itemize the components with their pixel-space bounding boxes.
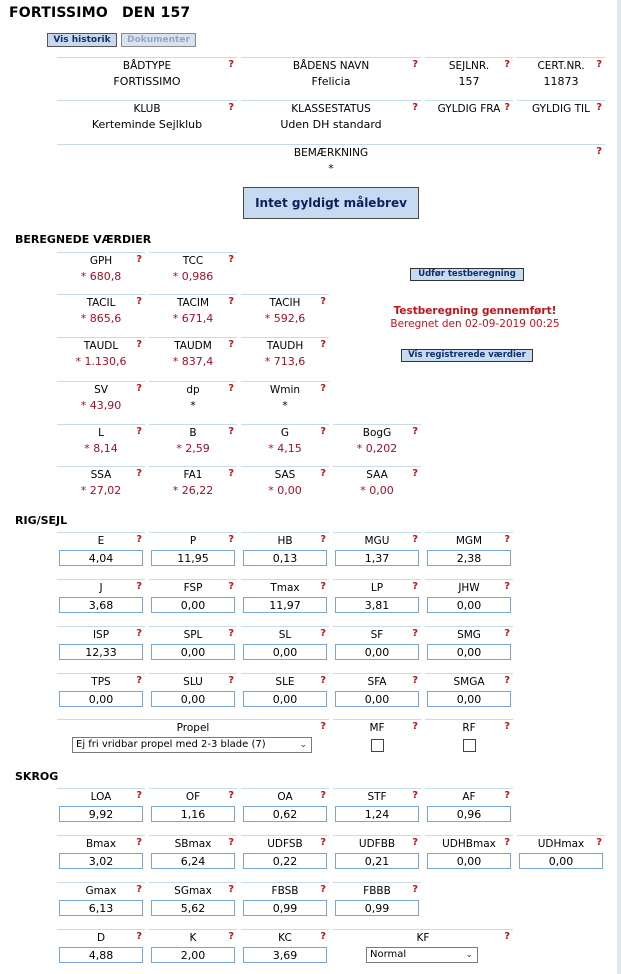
calc-gph-value: * 680,8 (80, 270, 122, 283)
rig-sf: SF ? 0,00 (333, 626, 421, 662)
info-boattype: BÅDTYPE ? FORTISSIMO (57, 57, 237, 93)
help-icon[interactable]: ? (320, 721, 326, 732)
hull-af: AF ? 0,96 (425, 788, 513, 824)
hull-fbsb: FBSB ? 0,99 (241, 882, 329, 918)
help-icon[interactable]: ? (596, 146, 602, 157)
rig-tmax-input[interactable] (243, 597, 327, 613)
rig-fsp: FSP ? 0,00 (149, 579, 237, 615)
hull-gmax-input[interactable] (59, 900, 143, 916)
hull-stf: STF ? 1,24 (333, 788, 421, 824)
help-icon[interactable]: ? (412, 59, 418, 70)
hull-fbbb: FBBB ? 0,99 (333, 882, 421, 918)
rig-sle-input[interactable] (243, 691, 327, 707)
calc-wmin-value: * (282, 399, 288, 412)
rig-spl: SPL ? 0,00 (149, 626, 237, 662)
rig-slu-input[interactable] (151, 691, 235, 707)
hull-kc-input[interactable] (243, 947, 327, 963)
calc-tacil: TACIL ? * 865,6 (57, 294, 145, 330)
rig-j-input[interactable] (59, 597, 143, 613)
sail-number: DEN 157 (121, 5, 191, 21)
rf-field: RF ? (425, 719, 513, 759)
hull-udfsb: UDFSB ? 0,22 (241, 835, 329, 871)
rig-e: E ? 4,04 (57, 532, 145, 568)
rig-isp: ISP ? 12,33 (57, 626, 145, 662)
help-icon[interactable]: ? (412, 837, 418, 848)
info-club: KLUB ? Kerteminde Sejlklub (57, 100, 237, 136)
help-icon[interactable]: ? (320, 884, 326, 895)
calc-taudh: TAUDH ? * 713,6 (241, 337, 329, 373)
calc-ssa-value: * 27,02 (80, 484, 122, 497)
calc-sv-value: * 43,90 (80, 399, 122, 412)
rig-hb-input[interactable] (243, 550, 327, 566)
help-icon[interactable]: ? (228, 468, 234, 479)
help-icon[interactable]: ? (136, 468, 142, 479)
rig-hb: HB ? 0,13 (241, 532, 329, 568)
calc-tacim: TACIM ? * 671,4 (149, 294, 237, 330)
calc-wmin: Wmin ? * (241, 381, 329, 417)
rig-sfa: SFA ? 0,00 (333, 673, 421, 709)
rig-e-input[interactable] (59, 550, 143, 566)
help-icon[interactable]: ? (136, 837, 142, 848)
help-icon[interactable]: ? (320, 426, 326, 437)
calc-bogg-value: * 0,202 (356, 442, 398, 455)
calc-b-value: * 2,59 (176, 442, 210, 455)
help-icon[interactable]: ? (320, 931, 326, 942)
hull-stf-input[interactable] (335, 806, 419, 822)
hull-udfbb: UDFBB ? 0,21 (333, 835, 421, 871)
calc-fa1-value: * 26,22 (172, 484, 214, 497)
rig-sl-input[interactable] (243, 644, 327, 660)
kf-field: KF ? (333, 929, 513, 965)
help-icon[interactable]: ? (228, 59, 234, 70)
rig-smg: SMG ? 0,00 (425, 626, 513, 662)
help-icon[interactable]: ? (412, 790, 418, 801)
rig-mgm: MGM ? 2,38 (425, 532, 513, 568)
help-icon[interactable]: ? (228, 581, 234, 592)
info-class-status: KLASSESTATUS ? Uden DH standard (241, 100, 421, 136)
info-valid-to: GYLDIG TIL ? (517, 100, 605, 136)
help-icon[interactable]: ? (228, 884, 234, 895)
help-icon[interactable]: ? (136, 790, 142, 801)
hull-udhbmax: UDHBmax ? 0,00 (425, 835, 513, 871)
help-icon[interactable]: ? (228, 254, 234, 265)
hull-udhmax-input[interactable] (519, 853, 603, 869)
kf-select[interactable]: Normal ⌄ (366, 947, 478, 963)
hull-udfsb-input[interactable] (243, 853, 327, 869)
calc-tacih-value: * 592,6 (264, 312, 306, 325)
hull-af-input[interactable] (427, 806, 511, 822)
chevron-down-icon: ⌄ (299, 740, 307, 750)
help-icon[interactable]: ? (412, 534, 418, 545)
rig-sle: SLE ? 0,00 (241, 673, 329, 709)
rig-sl: SL ? 0,00 (241, 626, 329, 662)
rig-sf-input[interactable] (335, 644, 419, 660)
calc-taudl-value: * 1.130,6 (75, 355, 127, 368)
help-icon[interactable]: ? (504, 931, 510, 942)
help-icon[interactable]: ? (320, 581, 326, 592)
info-remark: BEMÆRKNING ? * (57, 144, 605, 180)
help-icon[interactable]: ? (228, 931, 234, 942)
calc-tacil-value: * 865,6 (80, 312, 122, 325)
hull-sgmax: SGmax ? 5,62 (149, 882, 237, 918)
help-icon[interactable]: ? (320, 296, 326, 307)
help-icon[interactable]: ? (136, 254, 142, 265)
rig-fsp-input[interactable] (151, 597, 235, 613)
calc-tcc: TCC ? * 0,986 (149, 252, 237, 288)
calc-saa: SAA ? * 0,00 (333, 466, 421, 502)
status-message: Testberegning gennemført! (393, 305, 557, 317)
hull-of-input[interactable] (151, 806, 235, 822)
info-cert-no: CERT.NR. ? 11873 (517, 57, 605, 93)
help-icon[interactable]: ? (136, 931, 142, 942)
calc-taudh-value: * 713,6 (264, 355, 306, 368)
help-icon[interactable]: ? (504, 628, 510, 639)
rf-checkbox[interactable] (463, 739, 476, 752)
help-icon[interactable]: ? (412, 468, 418, 479)
calc-tacih: TACIH ? * 592,6 (241, 294, 329, 330)
mf-field: MF ? (333, 719, 421, 759)
help-icon[interactable]: ? (504, 102, 510, 113)
hull-d: D ? 4,88 (57, 929, 145, 965)
mf-checkbox[interactable] (371, 739, 384, 752)
help-icon[interactable]: ? (136, 426, 142, 437)
rig-p: P ? 11,95 (149, 532, 237, 568)
calc-fa1: FA1 ? * 26,22 (149, 466, 237, 502)
hull-fbsb-input[interactable] (243, 900, 327, 916)
show-registered-button[interactable]: Vis registrerede værdier (401, 349, 533, 362)
status-timestamp: Beregnet den 02-09-2019 00:25 (390, 318, 560, 330)
calc-l: L ? * 8,14 (57, 424, 145, 460)
help-icon[interactable]: ? (320, 675, 326, 686)
help-icon[interactable]: ? (596, 59, 602, 70)
rig-smga-input[interactable] (427, 691, 511, 707)
info-boat-name: BÅDENS NAVN ? Ffelicia (241, 57, 421, 93)
help-icon[interactable]: ? (320, 383, 326, 394)
calc-l-value: * 8,14 (84, 442, 118, 455)
calc-gph: GPH ? * 680,8 (57, 252, 145, 288)
documents-button[interactable]: Dokumenter (121, 33, 196, 47)
hull-k-input[interactable] (151, 947, 235, 963)
help-icon[interactable]: ? (228, 534, 234, 545)
help-icon[interactable]: ? (136, 296, 142, 307)
help-icon[interactable]: ? (136, 383, 142, 394)
help-icon[interactable]: ? (136, 628, 142, 639)
hull-sgmax-input[interactable] (151, 900, 235, 916)
help-icon[interactable]: ? (412, 628, 418, 639)
help-icon[interactable]: ? (504, 790, 510, 801)
calc-sas-value: * 0,00 (268, 484, 302, 497)
hull-loa: LOA ? 9,92 (57, 788, 145, 824)
help-icon[interactable]: ? (320, 339, 326, 350)
rig-tps: TPS ? 0,00 (57, 673, 145, 709)
help-icon[interactable]: ? (412, 675, 418, 686)
boat-name: FORTISSIMO (9, 5, 108, 21)
chevron-down-icon: ⌄ (465, 950, 473, 960)
info-valid-from: GYLDIG FRA ? (425, 100, 513, 136)
help-icon[interactable]: ? (228, 628, 234, 639)
help-icon[interactable]: ? (504, 581, 510, 592)
hull-d-input[interactable] (59, 947, 143, 963)
hull-udhmax: UDHmax ? 0,00 (517, 835, 605, 871)
calc-sas: SAS ? * 0,00 (241, 466, 329, 502)
help-icon[interactable]: ? (412, 102, 418, 113)
calc-dp-value: * (190, 399, 196, 412)
help-icon[interactable]: ? (412, 426, 418, 437)
rig-p-input[interactable] (151, 550, 235, 566)
help-icon[interactable]: ? (228, 102, 234, 113)
help-icon[interactable]: ? (320, 837, 326, 848)
rig-jhw: JHW ? 0,00 (425, 579, 513, 615)
calc-b: B ? * 2,59 (149, 424, 237, 460)
calc-taudm: TAUDM ? * 837,4 (149, 337, 237, 373)
section-calculated: BEREGNEDE VÆRDIER (15, 233, 152, 246)
help-icon[interactable]: ? (228, 790, 234, 801)
hull-kc: KC ? 3,69 (241, 929, 329, 965)
hull-k: K ? 2,00 (149, 929, 237, 965)
help-icon[interactable]: ? (136, 884, 142, 895)
help-icon[interactable]: ? (320, 468, 326, 479)
help-icon[interactable]: ? (228, 675, 234, 686)
info-sail-no: SEJLNR. ? 157 (425, 57, 513, 93)
help-icon[interactable]: ? (228, 837, 234, 848)
calc-g-value: * 4,15 (268, 442, 302, 455)
scrollbar-track[interactable] (617, 0, 621, 974)
calc-g: G ? * 4,15 (241, 424, 329, 460)
calc-tcc-value: * 0,986 (172, 270, 214, 283)
help-icon[interactable]: ? (504, 721, 510, 732)
hull-udfbb-input[interactable] (335, 853, 419, 869)
hull-oa: OA ? 0,62 (241, 788, 329, 824)
help-icon[interactable]: ? (136, 339, 142, 350)
rig-smg-input[interactable] (427, 644, 511, 660)
help-icon[interactable]: ? (320, 534, 326, 545)
help-icon[interactable]: ? (228, 383, 234, 394)
help-icon[interactable]: ? (412, 721, 418, 732)
help-icon[interactable]: ? (596, 837, 602, 848)
page-title (9, 5, 190, 21)
help-icon[interactable]: ? (412, 884, 418, 895)
rig-slu: SLU ? 0,00 (149, 673, 237, 709)
hull-gmax: Gmax ? 6,13 (57, 882, 145, 918)
hull-bmax: Bmax ? 3,02 (57, 835, 145, 871)
calc-tacim-value: * 671,4 (172, 312, 214, 325)
history-button[interactable]: Vis historik (47, 33, 117, 47)
rig-spl-input[interactable] (151, 644, 235, 660)
help-icon[interactable]: ? (136, 675, 142, 686)
rig-tps-input[interactable] (59, 691, 143, 707)
rig-lp: LP ? 3,81 (333, 579, 421, 615)
propel-select[interactable]: Ej fri vridbar propel med 2-3 blade (7) ⌄ (72, 737, 312, 753)
rig-smga: SMGA ? 0,00 (425, 673, 513, 709)
hull-of: OF ? 1,16 (149, 788, 237, 824)
calc-dp: dp ? * (149, 381, 237, 417)
help-icon[interactable]: ? (504, 675, 510, 686)
help-icon[interactable]: ? (504, 534, 510, 545)
help-icon[interactable]: ? (504, 59, 510, 70)
rig-tmax: Tmax ? 11,97 (241, 579, 329, 615)
help-icon[interactable]: ? (136, 534, 142, 545)
hull-bmax-input[interactable] (59, 853, 143, 869)
hull-oa-input[interactable] (243, 806, 327, 822)
calc-taudl: TAUDL ? * 1.130,6 (57, 337, 145, 373)
help-icon[interactable]: ? (228, 426, 234, 437)
help-icon[interactable]: ? (136, 581, 142, 592)
help-icon[interactable]: ? (228, 339, 234, 350)
rig-jhw-input[interactable] (427, 597, 511, 613)
rig-mgu-input[interactable] (335, 550, 419, 566)
rig-j: J ? 3,68 (57, 579, 145, 615)
rig-lp-input[interactable] (335, 597, 419, 613)
hull-udhbmax-input[interactable] (427, 853, 511, 869)
calc-sv: SV ? * 43,90 (57, 381, 145, 417)
rig-mgu: MGU ? 1,37 (333, 532, 421, 568)
help-icon[interactable]: ? (596, 102, 602, 113)
hull-sbmax-input[interactable] (151, 853, 235, 869)
hull-loa-input[interactable] (59, 806, 143, 822)
help-icon[interactable]: ? (228, 296, 234, 307)
calc-taudm-value: * 837,4 (172, 355, 214, 368)
calc-saa-value: * 0,00 (360, 484, 394, 497)
propel-field: Propel ? (57, 719, 329, 759)
section-hull: SKROG (15, 770, 59, 783)
section-rig: RIG/SEJL (15, 514, 68, 527)
calc-bogg: BogG ? * 0,202 (333, 424, 421, 460)
help-icon[interactable]: ? (504, 837, 510, 848)
certificate-status-button[interactable]: Intet gyldigt målebrev (243, 187, 419, 219)
rig-mgm-input[interactable] (427, 550, 511, 566)
calc-ssa: SSA ? * 27,02 (57, 466, 145, 502)
help-icon[interactable]: ? (412, 581, 418, 592)
help-icon[interactable]: ? (320, 628, 326, 639)
run-test-calc-button[interactable]: Udfør testberegning (410, 268, 524, 281)
hull-sbmax: SBmax ? 6,24 (149, 835, 237, 871)
rig-isp-input[interactable] (59, 644, 143, 660)
help-icon[interactable]: ? (320, 790, 326, 801)
hull-fbbb-input[interactable] (335, 900, 419, 916)
rig-sfa-input[interactable] (335, 691, 419, 707)
